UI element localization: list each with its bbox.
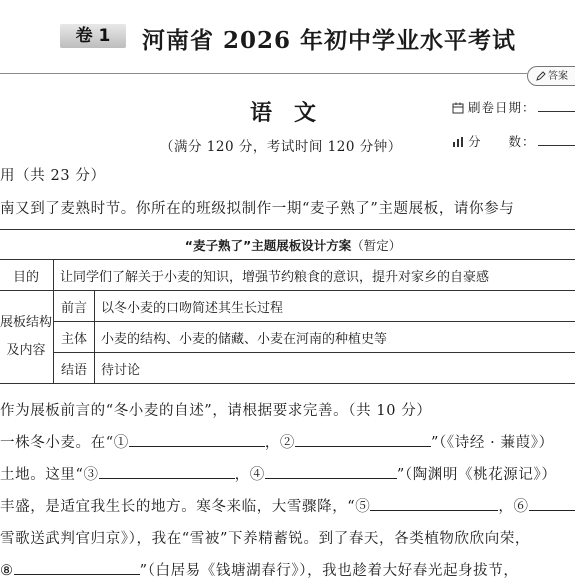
score-row [452,132,575,150]
structure-label-line-2: 及内容 [0,337,53,365]
plan-table-caption-note: （暂定） [351,238,401,253]
plan-table [0,229,575,384]
section-heading: 用（共 23 分） [0,164,106,185]
passage-line-1: 一株冬小麦。在“① ，② ”（《诗经 · 蒹葭》） [0,431,554,452]
preface-label: 前言 [54,291,95,322]
passage-line-3: 丰盛，是适宜我生长的地方。寒冬来临，大雪骤降，“⑤ ，⑥ [0,495,575,516]
blank-6[interactable] [529,496,575,511]
answer-button[interactable] [527,66,575,86]
blank-8[interactable] [14,560,140,575]
goal-text: 让同学们了解关于小麦的知识，增强节约粮食的意识，提升对家乡的自豪感 [54,260,575,291]
goal-label: 目的 [0,260,54,291]
conclusion-label: 结语 [54,353,95,384]
answer-button-label: 答案 [548,71,568,82]
main-text: 小麦的结构、小麦的储藏、小麦在河南的种植史等 [95,322,575,353]
question-intro: 作为展板前言的“冬小麦的自述”，请根据要求完善。（共 10 分） [0,399,431,420]
conclusion-text: 待讨论 [95,353,575,384]
calendar-icon [452,102,464,114]
blank-3[interactable] [99,464,235,479]
plan-table-caption: “麦子熟了”主题展板设计方案（暂定） [0,230,575,260]
blank-4[interactable] [265,464,397,479]
subject-title: 语文 [250,96,338,127]
preface-text: 以冬小麦的口吻简述其生长过程 [95,291,575,322]
bar-chart-icon [452,136,464,148]
structure-label-line-1: 展板结构 [0,309,53,337]
main-label: 主体 [54,322,95,353]
blank-5[interactable] [370,496,498,511]
date-row [452,98,575,116]
date-blank[interactable] [538,99,575,112]
exam-title: 河南省 2026 年初中学业水平考试 [142,22,516,55]
header-divider [0,73,527,74]
score-label: 分 数： [468,134,536,149]
blank-1[interactable] [129,432,265,447]
structure-label [0,291,54,384]
passage-line-5: ⑧ ”（白居易《钱塘湖春行》），我也趁着大好春光起身拔节， [0,559,518,580]
blank-2[interactable] [295,432,431,447]
paper-number-tag: 卷 1 [60,24,126,48]
date-label: 刷卷日期： [468,100,536,115]
score-blank[interactable] [538,133,575,146]
full-marks-note: （满分 120 分，考试时间 120 分钟） [160,135,402,155]
intro-line: 南又到了麦熟时节。你所在的班级拟制作一期“麦子熟了”主题展板，请你参与 [0,197,514,218]
passage-line-4: 雪歌送武判官归京》），我在“雪被”下养精蓄锐。到了春天，各类植物欣欣向荣， [0,527,530,548]
pencil-icon [536,71,546,81]
passage-line-2: 土地。这里“③ ，④ ”（陶渊明《桃花源记》） [0,463,556,484]
